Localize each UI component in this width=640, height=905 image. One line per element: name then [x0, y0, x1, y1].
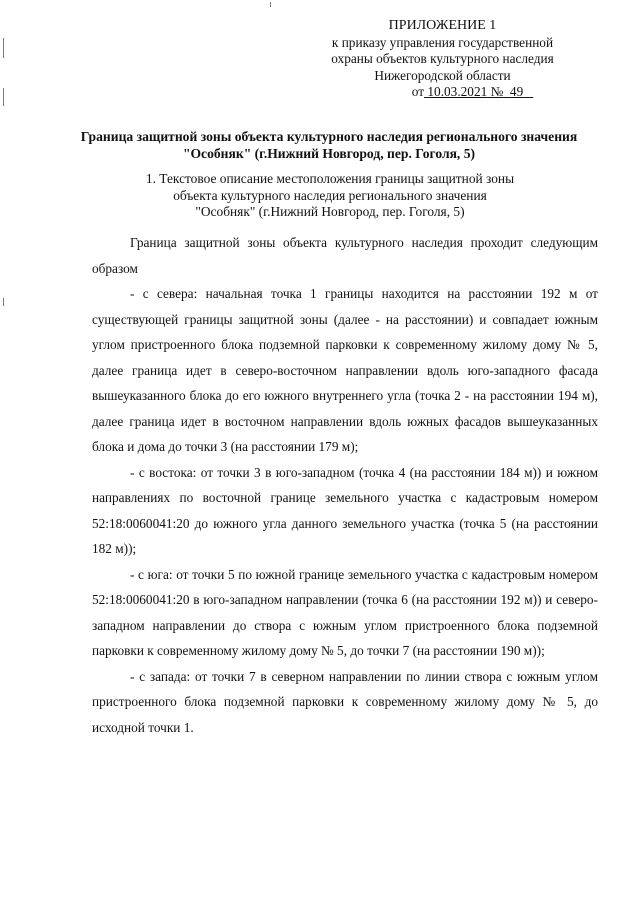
section-heading [130, 171, 530, 221]
order-date: 10.03.2021 № 49 [427, 84, 524, 99]
appendix-line-2: охраны объектов культурного наследия [331, 51, 554, 66]
section-heading-line-3: "Особняк" (г.Нижний Новгород, пер. Гоголя, 5) [195, 204, 465, 219]
appendix-title: ПРИЛОЖЕНИЕ 1 [388, 18, 497, 33]
paragraph-south: - с юга: от точки 5 по южной границе земельного участка с кадастровым номером 52:18:0060041:20 в юго-западном направлении (точка 6 (на расстоянии 192 м)) и северо-западном направлении до створа с южным углом пристроенного блока подземной парковки к современному жилому дому № 5, до точки 7 (на расстоянии 190 м)); [92, 566, 598, 658]
scan-artifact-left-1 [3, 38, 4, 58]
paragraph-north: - с севера: начальная точка 1 границы находится на расстоянии 192 м от существующей границы защитной зоны (далее - на расстоянии) и совпадает южным углом пристроенного блока подземной парковки к современному жилому дому № 5, далее граница идет в северо-восточном направлении вдоль юго-западного фасада вышеуказанного блока до его южного внутреннего угла (точка 2 - на расстоянии 194 м), далее граница идет в восточном направлении вдоль южных фасадов вышеуказанных блока и дома до точки 3 (на расстоянии 179 м); [92, 286, 598, 454]
document-title-line-1: Граница защитной зоны объекта культурного наследия регионального значения [80, 129, 578, 144]
appendix-line-3: Нижегородской области [374, 67, 511, 83]
document-body [92, 230, 598, 740]
paragraph-west: - с запада: от точки 7 в северном направлении по линии створа с южным углом пристроенного блока подземной парковки к современному жилому дому № 5, до исходной точки 1. [92, 668, 598, 735]
scan-artifact-left-3 [3, 298, 4, 306]
section-heading-line-2: объекта культурного наследия регионального значения [173, 187, 487, 203]
document-title [60, 128, 598, 162]
date-prefix: от [411, 84, 425, 99]
paragraph-east: - с востока: от точки 3 в юго-западном (точка 4 (на расстоянии 184 м)) и южном направлениях по восточной границе земельного участка с кадастровым номером 52:18:0060041:20 до южного угла данного земельного участка (точка 5 (на расстоянии 182 м)); [92, 464, 598, 556]
scan-artifact-left-2 [3, 88, 4, 106]
paragraph-intro: Граница защитной зоны объекта культурного наследия проходит следующим образом [92, 235, 598, 276]
document-title-line-2: "Особняк" (г.Нижний Новгород, пер. Гоголя, 5) [182, 146, 476, 161]
scan-artifact-top [270, 2, 271, 7]
appendix-header [310, 18, 575, 101]
section-heading-line-1: 1. Текстовое описание местоположения границы защитной зоны [145, 171, 515, 186]
appendix-date-number [310, 84, 575, 101]
appendix-line-1: к приказу управления государственной [331, 34, 554, 50]
